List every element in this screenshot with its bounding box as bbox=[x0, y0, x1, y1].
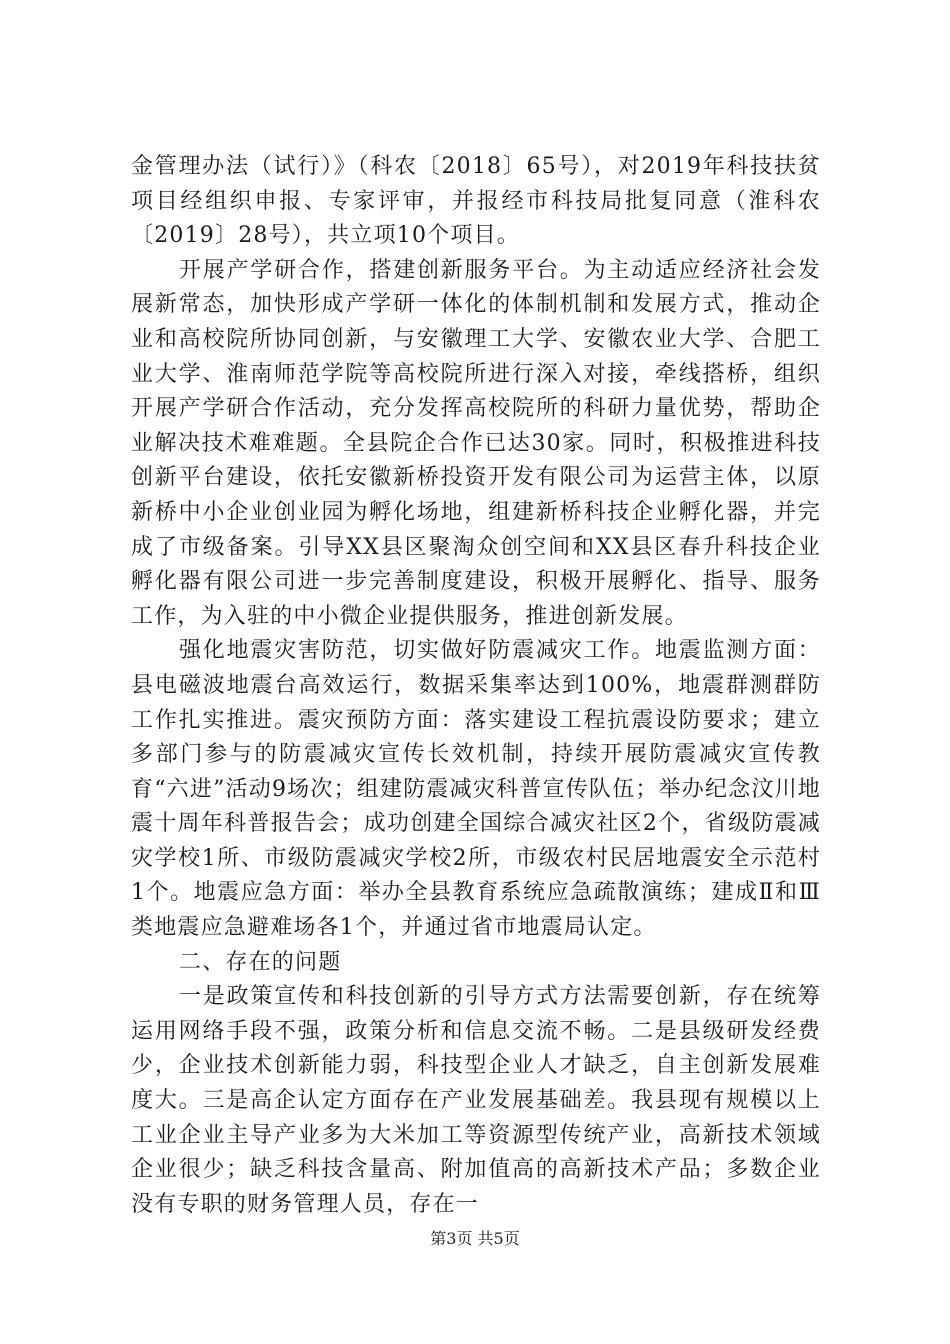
section-heading-problems: 二、存在的问题 bbox=[179, 949, 342, 975]
paragraph-industry-research-cooperation: 开展产学研合作，搭建创新服务平台。为主动适应经济社会发展新常态，加快形成产学研一体化的体制机制和发展方式，推动企业和高校院所协同创新，与安徽理工大学、安徽农业大学、合肥工业大学、淮南师范学院等高校院所进行深入对接，牵线搭桥，组织开展产学研合作活动，充分发挥高校院所的科研力量优势，帮助企业解决技术难难题。全县院企合作已达30家。同时，积极推进科技创新平台建设，依托安徽新桥投资开发有限公司为运营主体，以原新桥中小企业创业园为孵化场地，组建新桥科技企业孵化器，并完成了市级备案。引导XX县区聚淘众创空间和XX县区春升科技企业孵化器有限公司进一步完善制度建设，积极开展孵化、指导、服务工作，为入驻的中小微企业提供服务，推进创新发展。 bbox=[131, 257, 821, 629]
paragraph-continuation: 金管理办法（试行）》（科农〔2018〕65号），对2019年科技扶贫项目经组织申报、专家评审，并报经市科技局批复同意（淮科农〔2019〕28号），共立项10个项目。 bbox=[131, 154, 821, 249]
paragraph-problems: 一是政策宣传和科技创新的引导方式方法需要创新，存在统筹运用网络手段不强，政策分析和信息交流不畅。二是县级研发经费少，企业技术创新能力弱，科技型企业人才缺乏，自主创新发展难度大。三是高企认定方面存在产业发展基础差。我县现有规模以上工业企业主导产业多为大米加工等资源型传统产业，高新技术领域企业很少；缺乏科技含量高、附加值高的高新技术产品；多数企业没有专职的财务管理人员，存在一 bbox=[131, 984, 821, 1217]
document-body bbox=[131, 150, 821, 1222]
paragraph-earthquake-prevention: 强化地震灾害防范，切实做好防震减灾工作。地震监测方面：县电磁波地震台高效运行，数据采集率达到100%，地震群测群防工作扎实推进。震灾预防方面：落实建设工程抗震设防要求；建立多部门参与的防震减灾宣传长效机制，持续开展防震减灾宣传教育“六进”活动9场次；组建防震减灾科普宣传队伍；举办纪念汶川地震十周年科普报告会；成功创建全国综合减灾社区2个，省级防震减灾学校1所、市级防震减灾学校2所，市级农村民居地震安全示范村1个。地震应急方面：举办全县教育系统应急疏散演练；建成Ⅱ和Ⅲ类地震应急避难场各1个，并通过省市地震局认定。 bbox=[131, 638, 821, 941]
page-number-footer: 第3页 共5页 bbox=[430, 1229, 520, 1248]
